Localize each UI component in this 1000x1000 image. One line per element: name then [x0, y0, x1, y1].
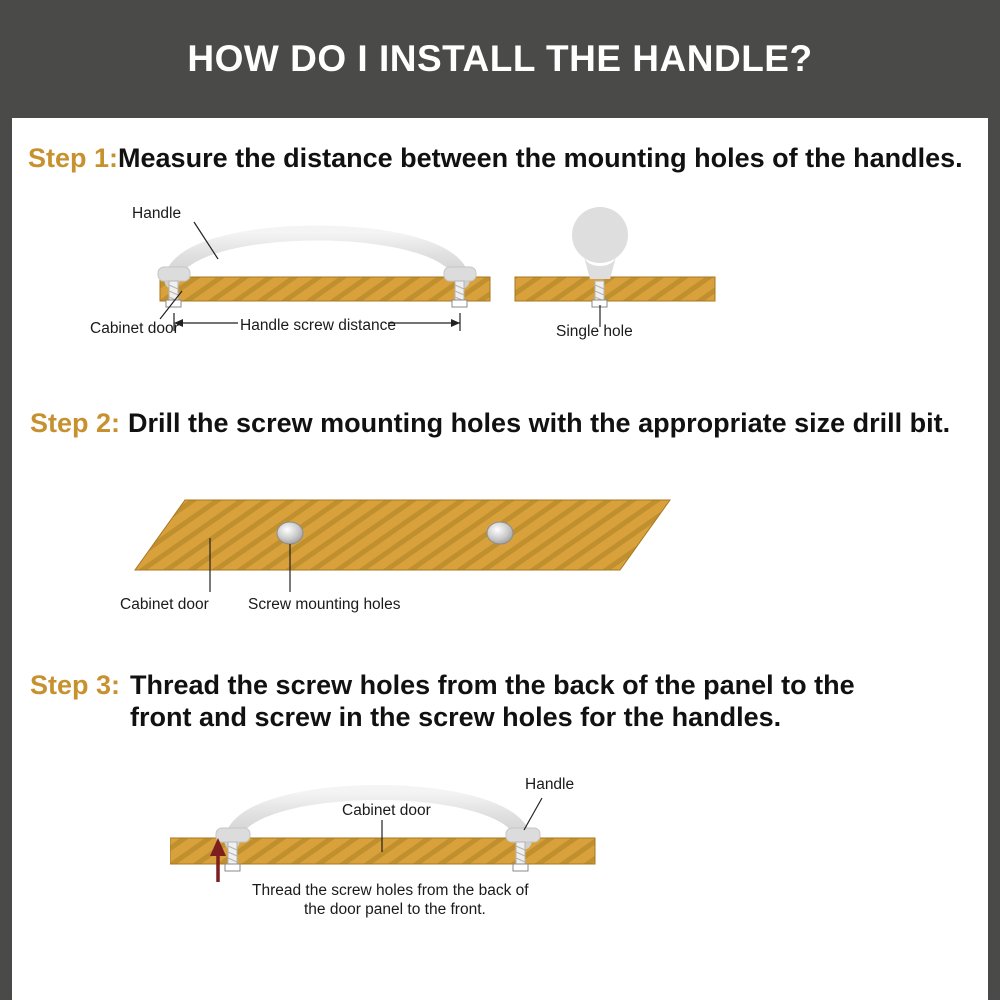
- callout-screw-mounting-holes: Screw mounting holes: [248, 596, 401, 613]
- step-3-label: Step 3:: [30, 670, 121, 700]
- step-2-label: Step 2:: [30, 408, 121, 438]
- step-3-text-line-1: Thread the screw holes from the back of the panel to the: [130, 670, 855, 700]
- step-3-figure: [170, 760, 870, 940]
- step-2-figure: [110, 470, 890, 630]
- callout-handle: Handle: [525, 776, 575, 793]
- callout-thread-note-line-2: the door panel to the front.: [304, 901, 486, 918]
- header-bar: [0, 0, 1000, 118]
- step-1-label: Step 1:: [28, 143, 119, 173]
- step-1-heading: [28, 143, 963, 174]
- callout-cabinet-door: Cabinet door: [90, 320, 179, 337]
- page-title: HOW DO I INSTALL THE HANDLE?: [187, 38, 813, 79]
- step-1-illustration: [90, 195, 920, 365]
- step-1-figure: [90, 195, 920, 365]
- callout-thread-note-line-1: Thread the screw holes from the back of: [252, 882, 529, 899]
- step-3-heading: [30, 670, 855, 734]
- right-border: [988, 118, 1000, 1000]
- callout-single-hole: Single hole: [556, 323, 633, 340]
- callout-cabinet-door: Cabinet door: [120, 596, 209, 613]
- callout-cabinet-door: Cabinet door: [342, 802, 431, 819]
- step-2-illustration: [110, 470, 890, 630]
- left-border: [0, 118, 12, 1000]
- step-2-heading: [30, 408, 950, 439]
- step-2-text: Drill the screw mounting holes with the appropriate size drill bit.: [128, 408, 951, 438]
- callout-handle: Handle: [132, 205, 182, 222]
- step-1-text: Measure the distance between the mounting holes of the handles.: [118, 143, 963, 173]
- step-3-text-line-2: front and screw in the screw holes for the handles.: [130, 701, 782, 732]
- callout-handle-screw-distance: Handle screw distance: [240, 317, 396, 334]
- step-3-illustration: [170, 760, 870, 940]
